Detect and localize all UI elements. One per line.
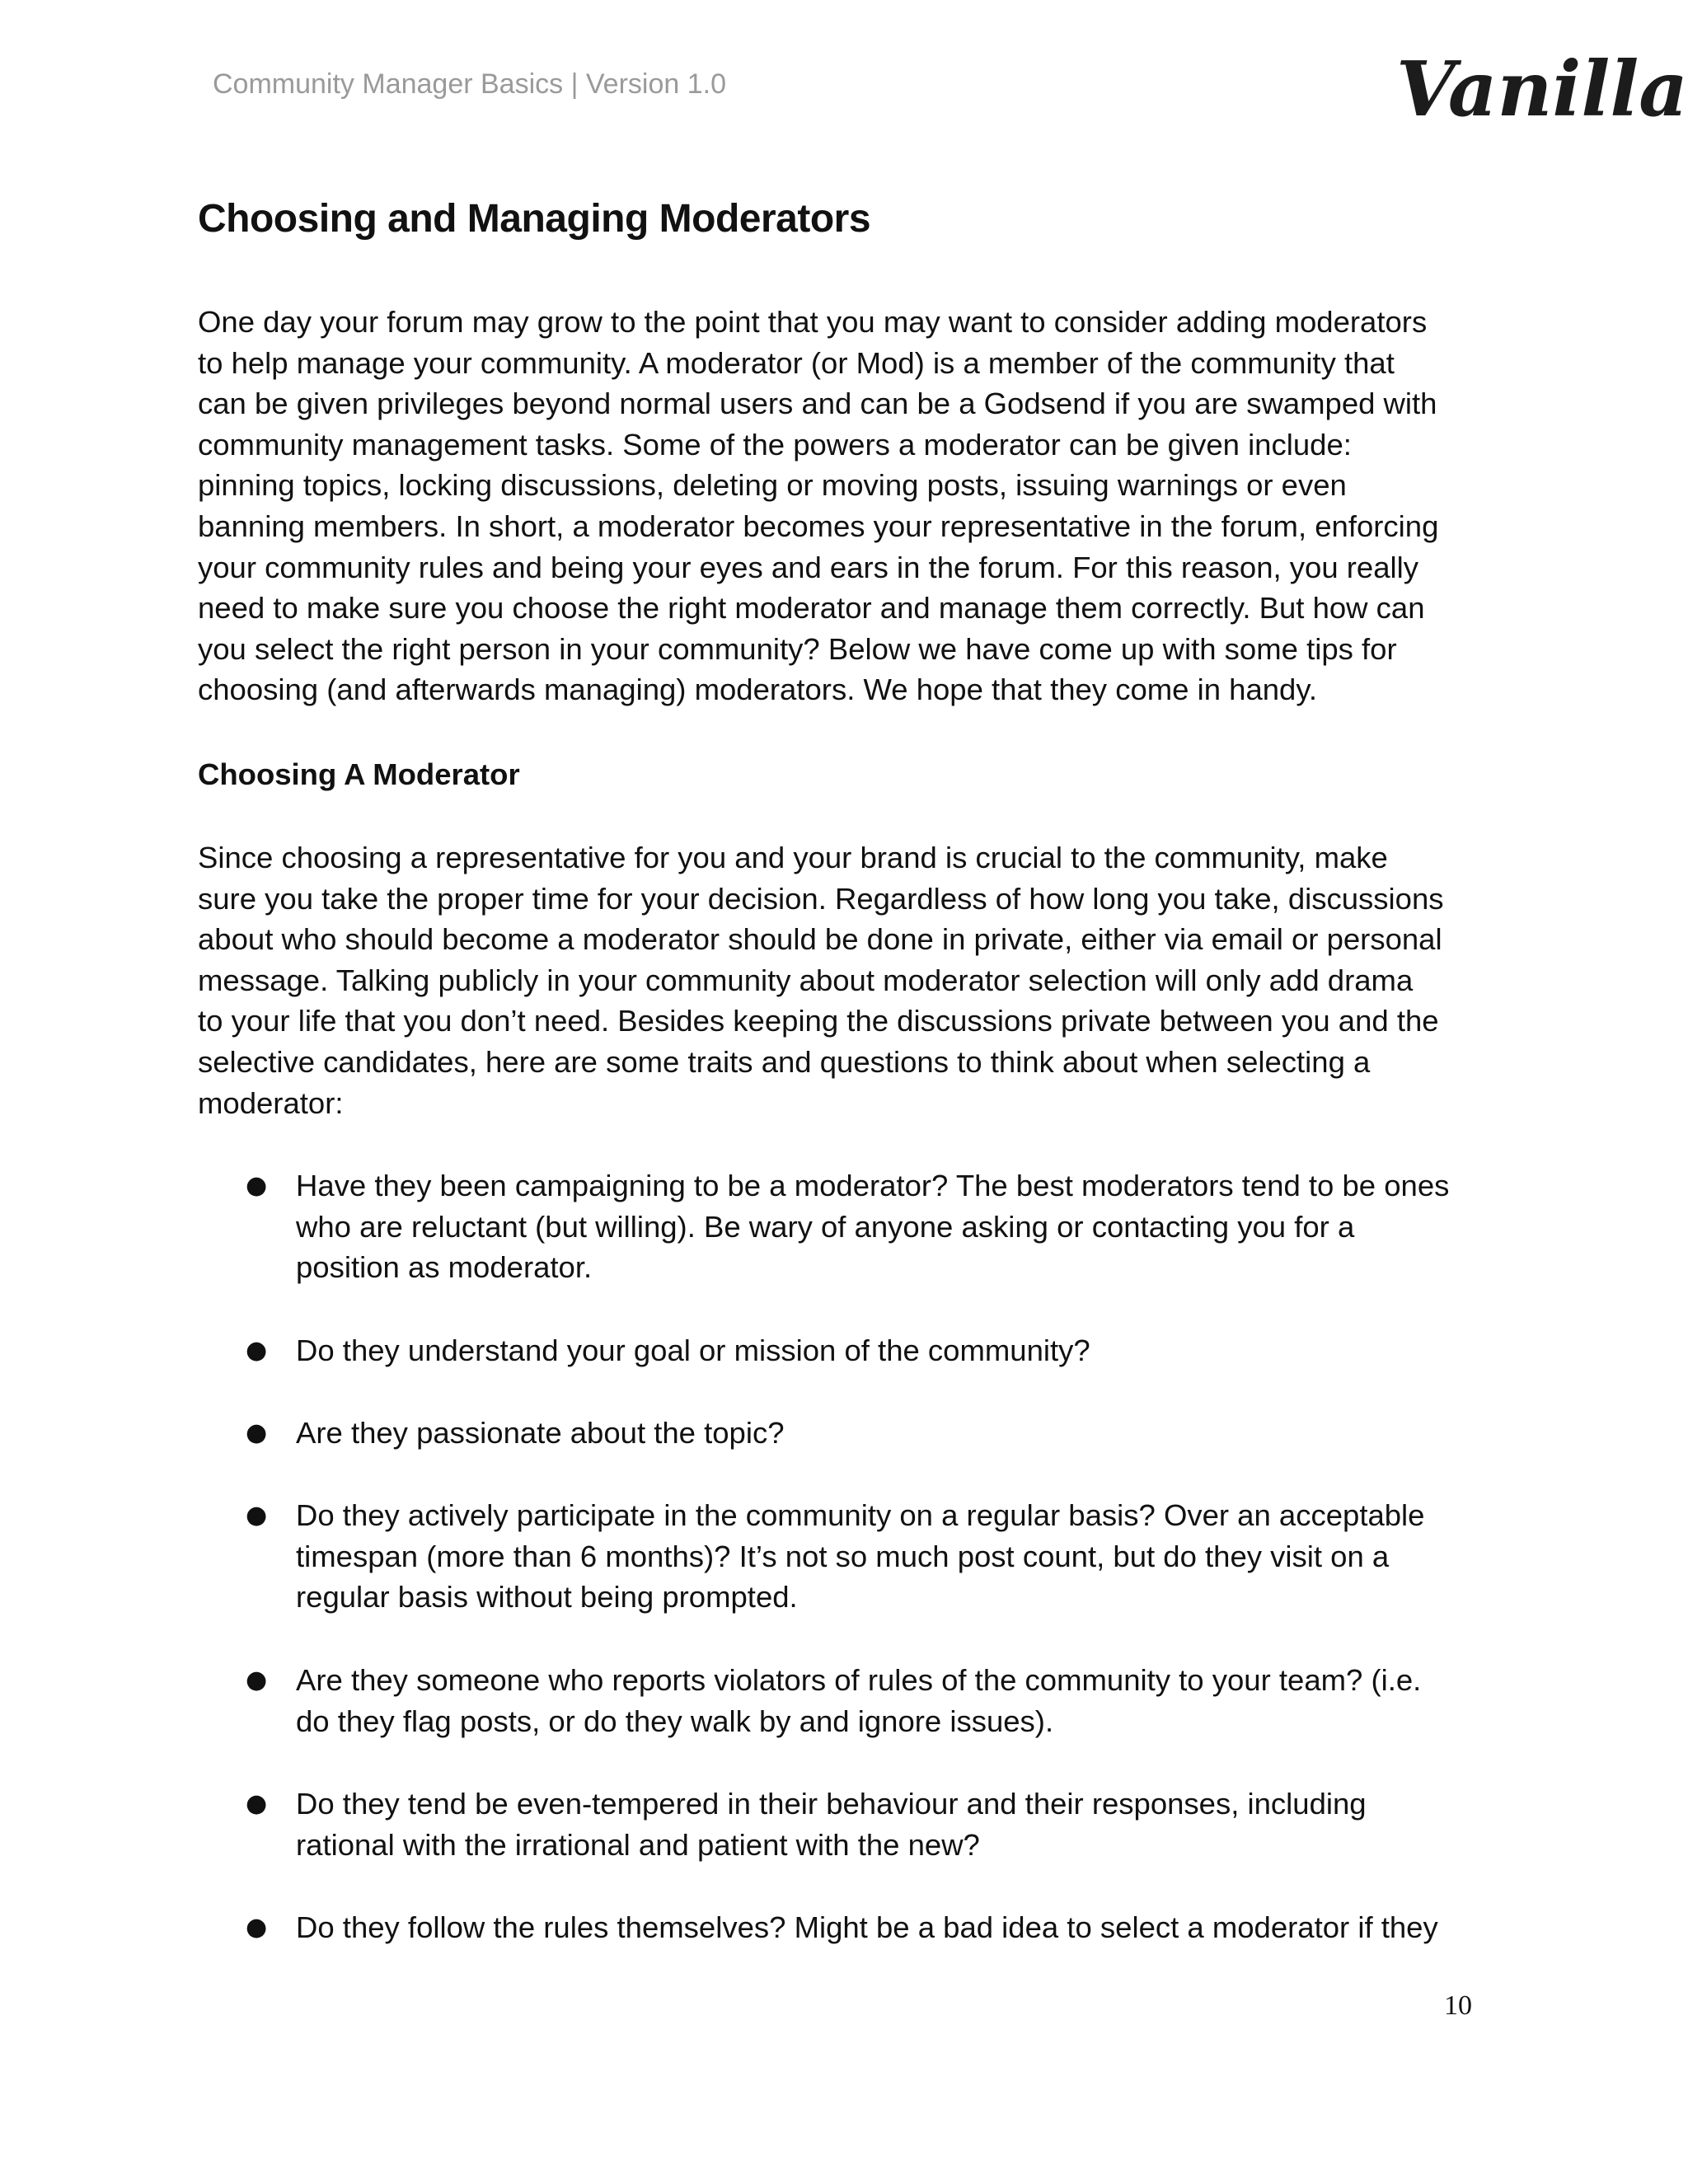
intro-line: you select the right person in your community? Below we have come up with some tips for	[198, 631, 1397, 666]
list-item-text	[296, 1165, 1449, 1288]
list-item-line: Do they follow the rules themselves? Might be a bad idea to select a moderator if they	[296, 1910, 1438, 1944]
section-line: to your life that you don’t need. Besides keeping the discussions private between you and the	[198, 1004, 1439, 1038]
list-item-text	[296, 1907, 1438, 1948]
section-line: sure you take the proper time for your decision. Regardless of how long you take, discussions	[198, 881, 1444, 916]
section-line: moderator:	[198, 1085, 344, 1120]
intro-line: choosing (and afterwards managing) moderators. We hope that they come in handy.	[198, 673, 1318, 707]
list-item-line: rational with the irrational and patient with the new?	[296, 1827, 980, 1862]
bullet-icon: ●	[246, 1171, 268, 1200]
section-heading: Choosing A Moderator	[198, 757, 520, 791]
bullet-icon: ●	[246, 1501, 268, 1530]
bullet-icon: ●	[246, 1418, 268, 1447]
running-header: Community Manager Basics | Version 1.0	[213, 68, 726, 100]
list-item-line: Do they understand your goal or mission of the community?	[296, 1333, 1090, 1367]
intro-line: your community rules and being your eyes and ears in the forum. For this reason, you really	[198, 550, 1418, 584]
list-item-text	[296, 1330, 1090, 1371]
section-line: about who should become a moderator should be done in private, either via email or personal	[198, 922, 1442, 957]
section-line: selective candidates, here are some traits and questions to think about when selecting a	[198, 1044, 1371, 1079]
list-item-text	[296, 1413, 785, 1454]
section-paragraph	[198, 837, 1444, 1123]
list-item-line: Are they passionate about the topic?	[296, 1416, 785, 1450]
list-item-text	[296, 1495, 1424, 1618]
intro-paragraph	[198, 302, 1438, 710]
list-item-text	[296, 1660, 1421, 1741]
vanilla-logo-wordmark: Vanilla	[1396, 45, 1688, 134]
intro-line: community management tasks. Some of the powers a moderator can be given include:	[198, 427, 1352, 462]
list-item-line: Are they someone who reports violators of rules of the community to your team? (i.e.	[296, 1663, 1422, 1697]
vanilla-logo	[1393, 40, 1688, 138]
bullet-icon: ●	[246, 1666, 268, 1694]
page-number: 10	[1444, 1990, 1472, 2021]
bullet-icon: ●	[246, 1336, 268, 1365]
intro-line: can be given privileges beyond normal users and can be a Godsend if you are swamped with	[198, 387, 1437, 421]
intro-line: need to make sure you choose the right moderator and manage them correctly. But how can	[198, 591, 1425, 626]
bullet-icon: ●	[246, 1913, 268, 1942]
intro-line: One day your forum may grow to the point that you may want to consider adding moderators	[198, 305, 1428, 339]
list-item-line: regular basis without being prompted.	[296, 1580, 798, 1615]
list-item-line: Have they been campaigning to be a moderator? The best moderators tend to be ones	[296, 1169, 1450, 1202]
page-title: Choosing and Managing Moderators	[198, 197, 871, 241]
section-line: message. Talking publicly in your community about moderator selection will only add drama	[198, 963, 1414, 997]
intro-line: to help manage your community. A moderator (or Mod) is a member of the community that	[198, 345, 1395, 380]
intro-line: banning members. In short, a moderator becomes your representative in the forum, enforcing	[198, 509, 1439, 543]
list-item-line: Do they tend be even-tempered in their behaviour and their responses, including	[296, 1787, 1367, 1821]
list-item-line: who are reluctant (but willing). Be wary of anyone asking or contacting you for a	[296, 1209, 1355, 1244]
list-item-line: timespan (more than 6 months)? It’s not so much post count, but do they visit on a	[296, 1539, 1390, 1573]
section-line: Since choosing a representative for you and your brand is crucial to the community, make	[198, 841, 1388, 874]
list-item-line: position as moderator.	[296, 1250, 593, 1285]
intro-line: pinning topics, locking discussions, deleting or moving posts, issuing warnings or even	[198, 468, 1347, 503]
list-item-text	[296, 1783, 1367, 1865]
list-item-line: do they flag posts, or do they walk by and ignore issues).	[296, 1704, 1054, 1738]
list-item-line: Do they actively participate in the community on a regular basis? Over an acceptable	[296, 1498, 1425, 1532]
bullet-icon: ●	[246, 1789, 268, 1818]
